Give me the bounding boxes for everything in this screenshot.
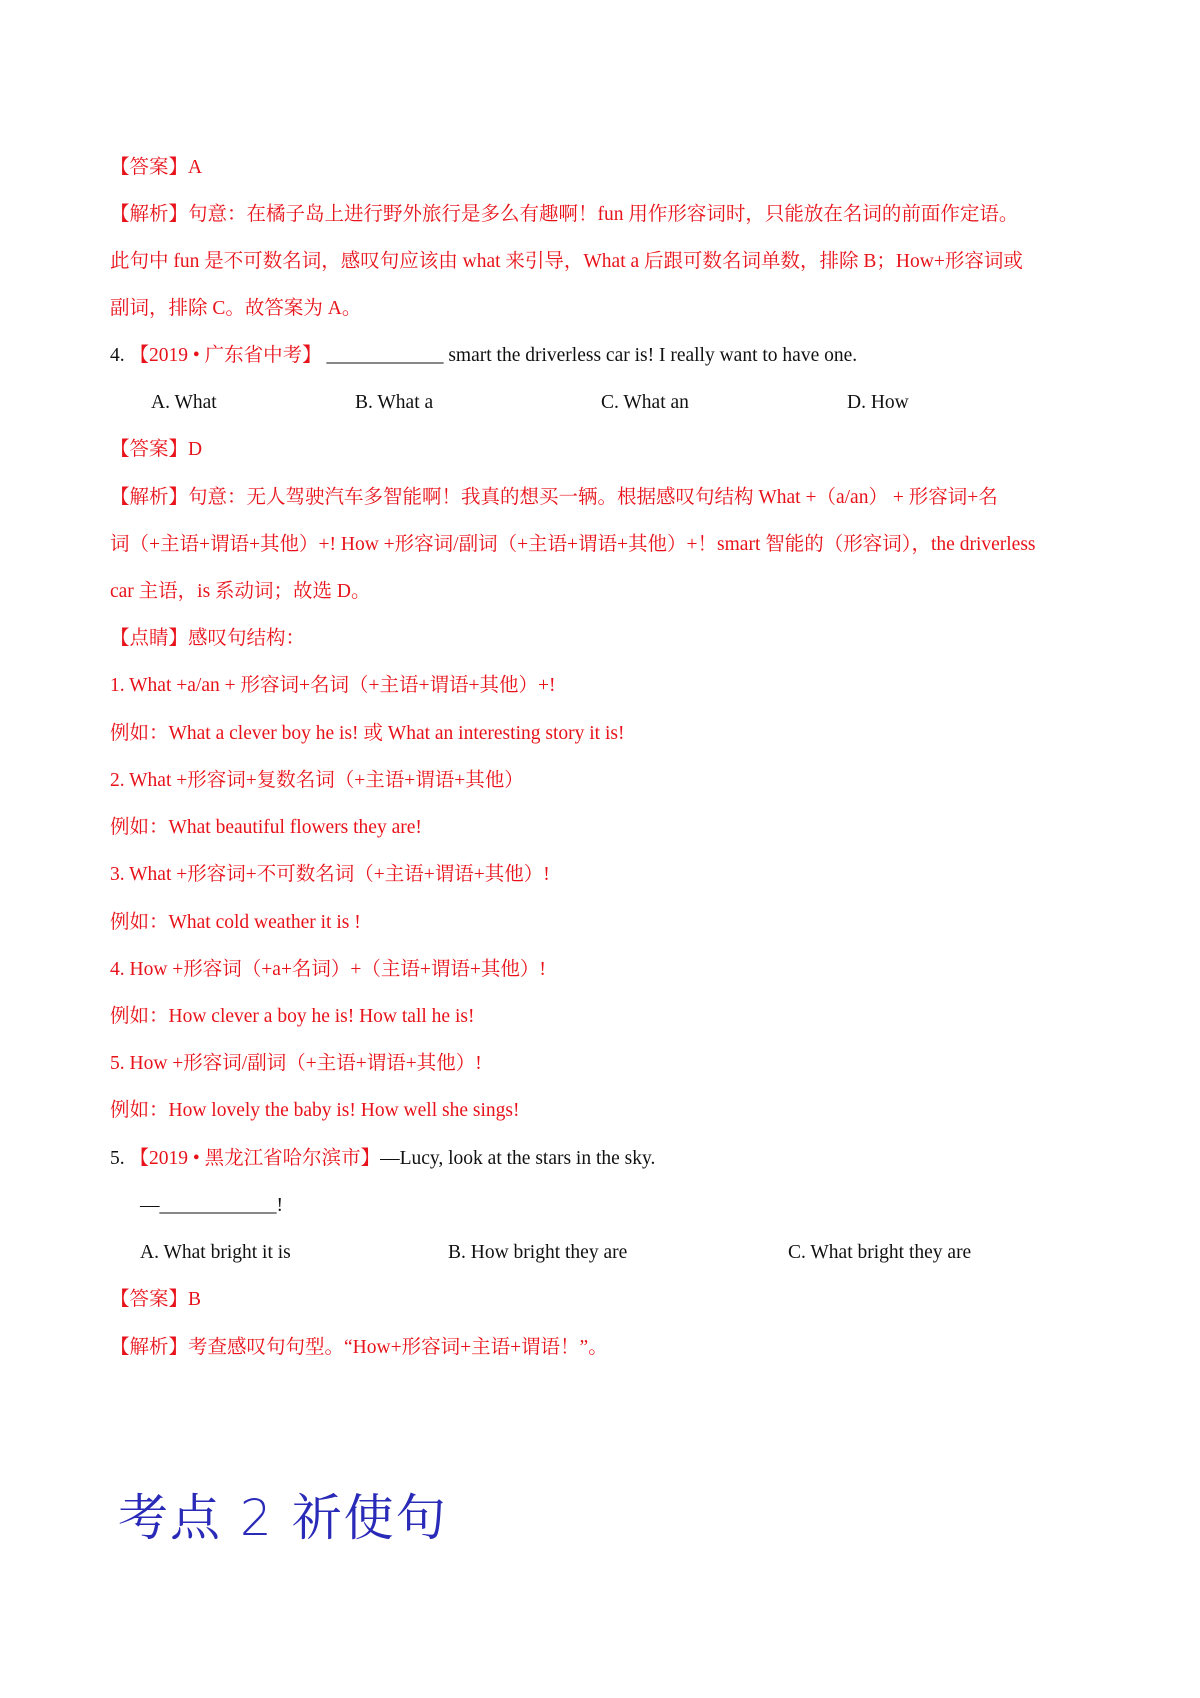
q5-stem-line	[110, 1147, 655, 1171]
q4-option-c: C. What an	[601, 392, 689, 413]
q4-number: 4.	[110, 345, 125, 366]
q4-stem-line	[110, 344, 857, 368]
q4-tip-line-8: 例如：How clever a boy he is! How tall he is!	[110, 1006, 475, 1027]
q4-option-b: B. What a	[355, 392, 434, 413]
q4-tip-line-7: 4. How +形容词（+a+名词）+（主语+谓语+其他）!	[110, 959, 546, 980]
q3-analysis-line-2: 此句中 fun 是不可数名词，感叹句应该由 what 来引导，What a 后跟可数名词单数，排除 B；How+形容词或	[110, 251, 1023, 272]
q3-analysis-line-1: 【解析】句意：在橘子岛上进行野外旅行是多么有趣啊！fun 用作形容词时，只能放在名词的前面作定语。	[110, 204, 1019, 225]
q5-blank-line: —____________!	[140, 1195, 283, 1216]
q4-analysis-line-2: 词（+主语+谓语+其他）+! How +形容词/副词（+主语+谓语+其他）+！smart 智能的（形容词），the driverless	[110, 534, 1036, 555]
q4-tip-line-5: 3. What +形容词+不可数名词（+主语+谓语+其他）!	[110, 864, 550, 885]
q4-analysis-line-3: car 主语，is 系动词；故选 D。	[110, 581, 371, 602]
q4-tip-line-3: 2. What +形容词+复数名词（+主语+谓语+其他）	[110, 770, 524, 791]
q4-tip-line-6: 例如：What cold weather it is !	[110, 912, 361, 933]
q4-source: 【2019 • 广东省中考】	[129, 345, 322, 366]
q5-answer: 【答案】B	[110, 1289, 202, 1310]
q4-analysis-line-1: 【解析】句意：无人驾驶汽车多智能啊！我真的想买一辆。根据感叹句结构 What +（a/an） + 形容词+名	[110, 487, 998, 508]
q4-tips-title: 【点睛】感叹句结构：	[110, 628, 306, 649]
q5-option-a: A. What bright it is	[140, 1242, 291, 1263]
q5-number: 5.	[110, 1148, 125, 1169]
q4-tip-line-9: 5. How +形容词/副词（+主语+谓语+其他）!	[110, 1053, 482, 1074]
q4-tip-line-1: 1. What +a/an + 形容词+名词（+主语+谓语+其他）+!	[110, 675, 556, 696]
q4-option-d: D. How	[847, 392, 909, 413]
q3-answer: 【答案】A	[110, 157, 203, 178]
q4-answer: 【答案】D	[110, 439, 203, 460]
q5-option-c: C. What bright they are	[788, 1242, 972, 1263]
q4-option-a: A. What	[151, 392, 217, 413]
q4-stem: ____________ smart the driverless car is! I really want to have one.	[326, 345, 858, 366]
q5-option-b: B. How bright they are	[448, 1242, 628, 1263]
q4-tip-line-4: 例如：What beautiful flowers they are!	[110, 817, 422, 838]
q5-analysis: 【解析】考查感叹句句型。“How+形容词+主语+谓语！”。	[110, 1337, 608, 1358]
q4-tip-line-2: 例如：What a clever boy he is! 或 What an interesting story it is!	[110, 723, 625, 744]
q5-stem: —Lucy, look at the stars in the sky.	[380, 1148, 656, 1169]
q3-analysis-line-3: 副词，排除 C。故答案为 A。	[110, 298, 362, 319]
section-heading: 考点 2 祈使句	[118, 1489, 448, 1547]
q5-source: 【2019 • 黑龙江省哈尔滨市】	[129, 1148, 381, 1169]
q4-tip-line-10: 例如：How lovely the baby is! How well she sings!	[110, 1100, 520, 1121]
